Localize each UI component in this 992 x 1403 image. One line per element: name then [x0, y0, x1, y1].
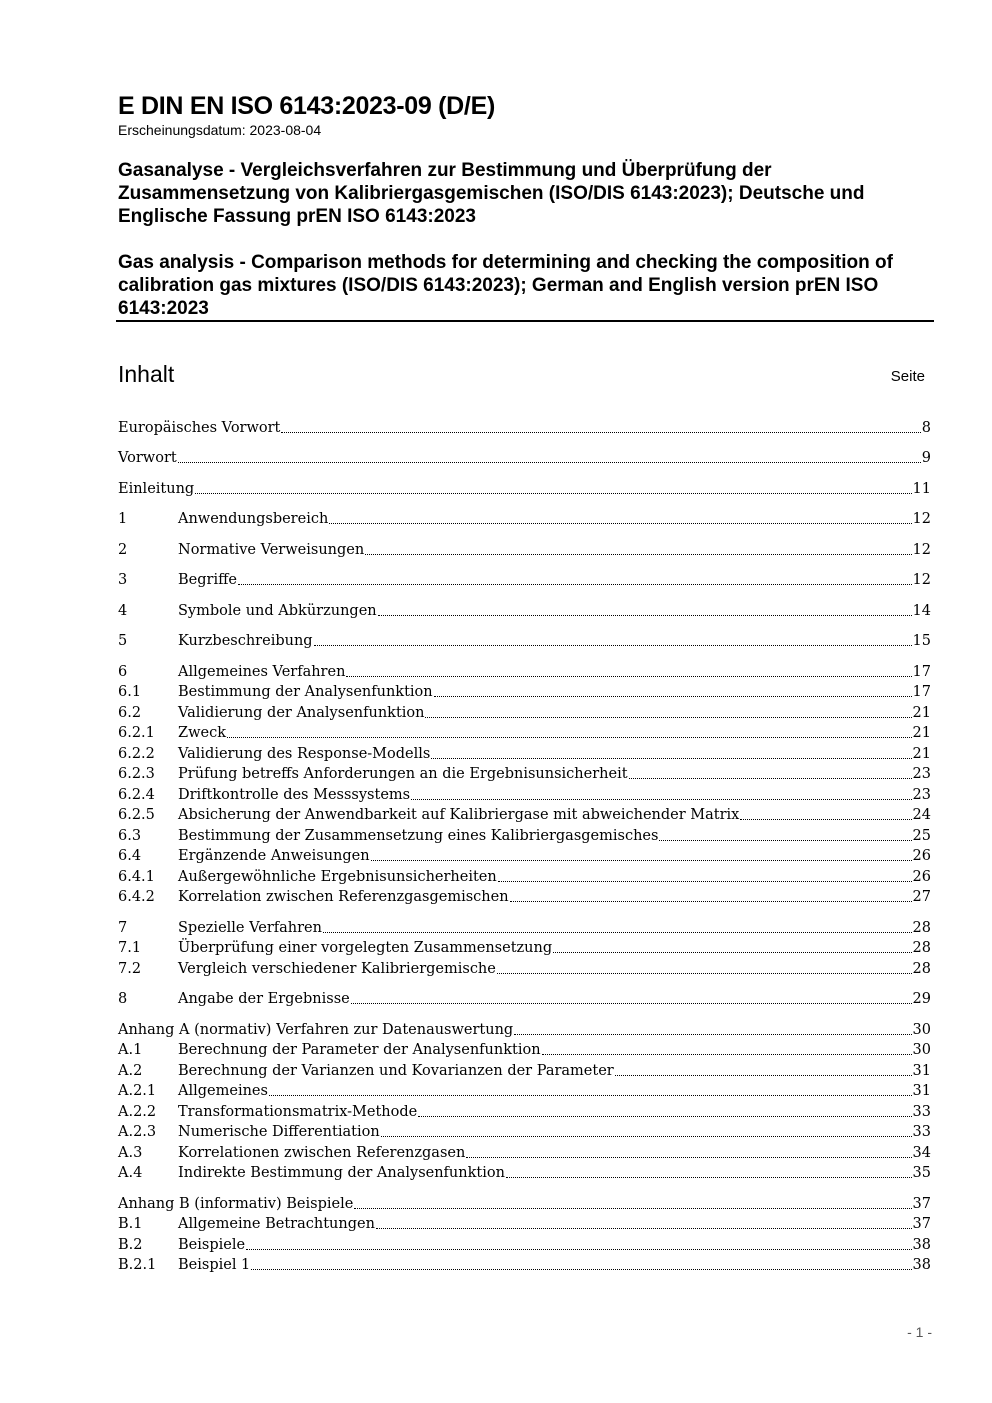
toc-dot-leader: [740, 805, 911, 820]
toc-entry-page: 12: [912, 511, 931, 527]
toc-entry-page: 14: [912, 603, 931, 619]
toc-entry[interactable]: [118, 744, 931, 764]
toc-entry[interactable]: [118, 682, 931, 702]
toc-dot-leader: [434, 682, 912, 697]
toc-entry-number: 2: [118, 542, 128, 558]
toc-dot-leader: [466, 1143, 911, 1158]
toc-entry[interactable]: [118, 479, 931, 499]
toc-entry-page: 37: [912, 1216, 931, 1232]
toc-entry-number: 8: [118, 991, 128, 1007]
toc-dot-leader: [351, 989, 912, 1004]
toc-entry-label: Symbole und Abkürzungen: [178, 603, 377, 619]
toc-entry-number: 5: [118, 633, 128, 649]
toc-entry-label: Validierung des Response-Modells: [178, 746, 431, 762]
toc-entry[interactable]: [118, 1255, 931, 1275]
toc-entry-label: Korrelationen zwischen Referenzgasen: [178, 1145, 466, 1161]
toc-dot-leader: [281, 418, 920, 433]
toc-entry[interactable]: [118, 846, 931, 866]
toc-dot-leader: [497, 959, 912, 974]
toc-dot-leader: [238, 570, 912, 585]
toc-entry-page: 30: [912, 1022, 931, 1038]
toc-entry-number: 6.4: [118, 848, 142, 864]
toc-entry-label: Außergewöhnliche Ergebnisunsicherheiten: [178, 869, 497, 885]
toc-dot-leader: [425, 703, 911, 718]
toc-entry[interactable]: [118, 887, 931, 907]
page-number: - 1 -: [907, 1324, 932, 1340]
toc-entry[interactable]: [118, 418, 931, 438]
toc-dot-leader: [629, 764, 912, 779]
header-divider: [116, 320, 934, 322]
toc-entry-number: 3: [118, 572, 128, 588]
toc-entry-label: Korrelation zwischen Referenzgasgemischen: [178, 889, 509, 905]
toc-dot-leader: [431, 744, 911, 759]
toc-entry-page: 33: [912, 1104, 931, 1120]
toc-entry-label: Indirekte Bestimmung der Analysenfunktion: [178, 1165, 505, 1181]
toc-dot-leader: [227, 723, 912, 738]
toc-entry-label: Einleitung: [118, 481, 195, 497]
toc-entry-number: 6.2: [118, 705, 142, 721]
toc-entry-label: Zweck: [178, 725, 226, 741]
toc-dot-leader: [329, 509, 911, 524]
toc-dot-leader: [510, 887, 912, 902]
toc-entry-label: Beispiel 1: [178, 1257, 251, 1273]
toc-entry-label: Normative Verweisungen: [178, 542, 365, 558]
toc-page-column-label: Seite: [890, 368, 925, 385]
toc-dot-leader: [178, 448, 921, 463]
toc-heading: Inhalt: [118, 361, 175, 387]
toc-entry[interactable]: [118, 1143, 931, 1163]
toc-entry-page: 12: [912, 572, 931, 588]
toc-entry-page: 24: [912, 807, 931, 823]
toc-entry-label: Allgemeines Verfahren: [178, 664, 346, 680]
toc-entry-label: Angabe der Ergebnisse: [178, 991, 350, 1007]
toc-entry-label: Anwendungsbereich: [178, 511, 329, 527]
toc-entry-number: A.2.1: [118, 1083, 157, 1099]
toc-entry-number: 6.2.4: [118, 787, 155, 803]
toc-dot-leader: [506, 1163, 912, 1178]
toc-entry-number: 6.2.1: [118, 725, 155, 741]
toc-entry[interactable]: [118, 764, 931, 784]
toc-entry-number: A.3: [118, 1145, 143, 1161]
toc-entry-label: Europäisches Vorwort: [118, 420, 281, 436]
toc-entry-label: Validierung der Analysenfunktion: [178, 705, 425, 721]
toc-entry[interactable]: [118, 1040, 931, 1060]
toc-entry[interactable]: [118, 703, 931, 723]
toc-entry-page: 23: [912, 787, 931, 803]
toc-entry-page: 29: [912, 991, 931, 1007]
toc-entry[interactable]: [118, 631, 931, 651]
toc-entry[interactable]: [118, 1214, 931, 1234]
toc-entry-number: 6.4.1: [118, 869, 155, 885]
toc-entry-label: Allgemeine Betrachtungen: [178, 1216, 375, 1232]
toc-entry-label: Berechnung der Varianzen und Kovarianzen der Parameter: [178, 1063, 614, 1079]
toc-dot-leader: [365, 540, 911, 555]
toc-entry[interactable]: [118, 601, 931, 621]
document-id: E DIN EN ISO 6143:2023-09 (D/E): [118, 92, 495, 120]
toc-entry-page: 31: [912, 1063, 931, 1079]
toc-dot-leader: [418, 1102, 911, 1117]
toc-entry-label: Bestimmung der Analysenfunktion: [178, 684, 433, 700]
toc-entry-number: A.2.2: [118, 1104, 157, 1120]
toc-entry-label: Anhang A (normativ) Verfahren zur Datenauswertung: [118, 1022, 514, 1038]
toc-entry-page: 21: [912, 705, 931, 721]
toc-entry[interactable]: [118, 1020, 931, 1040]
toc-dot-leader: [346, 662, 911, 677]
toc-entry[interactable]: [118, 662, 931, 682]
toc-entry-label: Berechnung der Parameter der Analysenfunktion: [178, 1042, 541, 1058]
toc-entry-page: 35: [912, 1165, 931, 1181]
toc-dot-leader: [371, 846, 912, 861]
toc-dot-leader: [615, 1061, 912, 1076]
title-german: Gasanalyse - Vergleichsverfahren zur Bestimmung und Überprüfung der Zusammensetzung von Kalibriergasgemischen (ISO/DIS 6143:2023); Deutsche und Englische Fassung prEN ISO 6143:2023: [118, 160, 865, 227]
toc-entry[interactable]: [118, 509, 931, 529]
toc-entry-page: 30: [912, 1042, 931, 1058]
toc-entry-page: 26: [912, 848, 931, 864]
toc-entry-number: 1: [118, 511, 128, 527]
toc-dot-leader: [659, 826, 911, 841]
toc-entry-page: 8: [921, 420, 931, 436]
toc-entry-label: Begriffe: [178, 572, 237, 588]
toc-entry[interactable]: [118, 448, 931, 468]
toc-entry-page: 26: [912, 869, 931, 885]
toc-dot-leader: [378, 601, 912, 616]
toc-dot-leader: [195, 479, 911, 494]
toc-entry-page: 34: [912, 1145, 931, 1161]
toc-entry-page: 21: [912, 725, 931, 741]
toc-entry-page: 12: [912, 542, 931, 558]
publication-date: Erscheinungsdatum: 2023-08-04: [118, 122, 322, 138]
toc-entry[interactable]: [118, 1081, 931, 1101]
toc-entry-label: Allgemeines: [178, 1083, 268, 1099]
toc-entry[interactable]: [118, 723, 931, 743]
toc-entry[interactable]: [118, 1235, 931, 1255]
toc-dot-leader: [381, 1122, 912, 1137]
toc-entry-page: 38: [912, 1237, 931, 1253]
toc-entry-label: Transformationsmatrix-Methode: [178, 1104, 418, 1120]
toc-dot-leader: [514, 1020, 911, 1035]
toc-entry[interactable]: [118, 805, 931, 825]
toc-entry[interactable]: [118, 570, 931, 590]
toc-entry[interactable]: [118, 1061, 931, 1081]
toc-entry[interactable]: [118, 826, 931, 846]
toc-entry-page: 28: [912, 940, 931, 956]
toc-entry-page: 15: [912, 633, 931, 649]
toc-entry-page: 37: [912, 1196, 931, 1212]
toc-entry-label: Beispiele: [178, 1237, 246, 1253]
toc-dot-leader: [246, 1235, 912, 1250]
toc-entry-number: 6.3: [118, 828, 142, 844]
toc-entry[interactable]: [118, 959, 931, 979]
toc-dot-leader: [323, 918, 912, 933]
toc-dot-leader: [411, 785, 911, 800]
toc-entry[interactable]: [118, 1122, 931, 1142]
toc-dot-leader: [542, 1040, 912, 1055]
toc-entry-label: Kurzbeschreibung: [178, 633, 313, 649]
toc-entry-number: 7.2: [118, 961, 142, 977]
toc-entry-page: 31: [912, 1083, 931, 1099]
toc-entry[interactable]: [118, 1194, 931, 1214]
toc-entry-number: 6.2.5: [118, 807, 155, 823]
toc-entry-number: A.2: [118, 1063, 143, 1079]
toc-entry-number: 6.2.2: [118, 746, 155, 762]
toc-entry-number: 6.2.3: [118, 766, 155, 782]
toc-entry-label: Bestimmung der Zusammensetzung eines Kalibriergasgemisches: [178, 828, 659, 844]
toc-entry[interactable]: [118, 785, 931, 805]
toc-entry-label: Anhang B (informativ) Beispiele: [118, 1196, 354, 1212]
toc-entry-number: B.2: [118, 1237, 143, 1253]
toc-entry-page: 38: [912, 1257, 931, 1273]
toc-entry[interactable]: [118, 540, 931, 560]
toc-dot-leader: [354, 1194, 911, 1209]
toc-entry-number: A.1: [118, 1042, 143, 1058]
toc-entry-number: A.2.3: [118, 1124, 157, 1140]
toc-entry-label: Numerische Differentiation: [178, 1124, 380, 1140]
toc-entry-page: 21: [912, 746, 931, 762]
toc-entry-page: 9: [921, 450, 931, 466]
toc-entry-page: 17: [912, 684, 931, 700]
toc-dot-leader: [376, 1214, 912, 1229]
toc-entry-label: Vorwort: [118, 450, 177, 466]
toc-entry-label: Spezielle Verfahren: [178, 920, 322, 936]
toc-entry-number: 6.4.2: [118, 889, 155, 905]
toc-entry-page: 27: [912, 889, 931, 905]
toc-entry-number: B.1: [118, 1216, 143, 1232]
toc-dot-leader: [498, 867, 912, 882]
title-english: Gas analysis - Comparison methods for determining and checking the composition of calibration gas mixtures (ISO/DIS 6143:2023); German and English version prEN ISO 6143:2023: [118, 252, 893, 319]
toc-entry-label: Absicherung der Anwendbarkeit auf Kalibriergase mit abweichender Matrix: [178, 807, 740, 823]
toc-entry-page: 11: [912, 481, 931, 497]
toc-entry-number: 6: [118, 664, 128, 680]
toc-entry-page: 28: [912, 920, 931, 936]
toc-entry-number: 7.1: [118, 940, 142, 956]
toc-entry[interactable]: [118, 989, 931, 1009]
toc-dot-leader: [251, 1255, 911, 1270]
toc-dot-leader: [269, 1081, 912, 1096]
toc-entry[interactable]: [118, 867, 931, 887]
toc-entry[interactable]: [118, 1102, 931, 1122]
toc-entry-label: Ergänzende Anweisungen: [178, 848, 370, 864]
toc-entry[interactable]: [118, 918, 931, 938]
toc-entry-number: 7: [118, 920, 128, 936]
toc-entry-number: B.2.1: [118, 1257, 157, 1273]
toc-entry-page: 28: [912, 961, 931, 977]
toc-entry-number: 6.1: [118, 684, 142, 700]
toc-entry-label: Vergleich verschiedener Kalibriergemische: [178, 961, 496, 977]
toc-dot-leader: [553, 938, 911, 953]
toc-entry-page: 17: [912, 664, 931, 680]
toc-dot-leader: [314, 631, 912, 646]
toc-entry-label: Prüfung betreffs Anforderungen an die Ergebnisunsicherheit: [178, 766, 628, 782]
toc-entry-label: Driftkontrolle des Messsystems: [178, 787, 411, 803]
toc-entry-number: 4: [118, 603, 128, 619]
toc-entry[interactable]: [118, 1163, 931, 1183]
toc-entry-page: 25: [912, 828, 931, 844]
toc-entry-page: 23: [912, 766, 931, 782]
toc-entry-label: Überprüfung einer vorgelegten Zusammensetzung: [178, 940, 553, 956]
toc-entry-number: A.4: [118, 1165, 143, 1181]
toc-entry[interactable]: [118, 938, 931, 958]
toc-entry-page: 33: [912, 1124, 931, 1140]
